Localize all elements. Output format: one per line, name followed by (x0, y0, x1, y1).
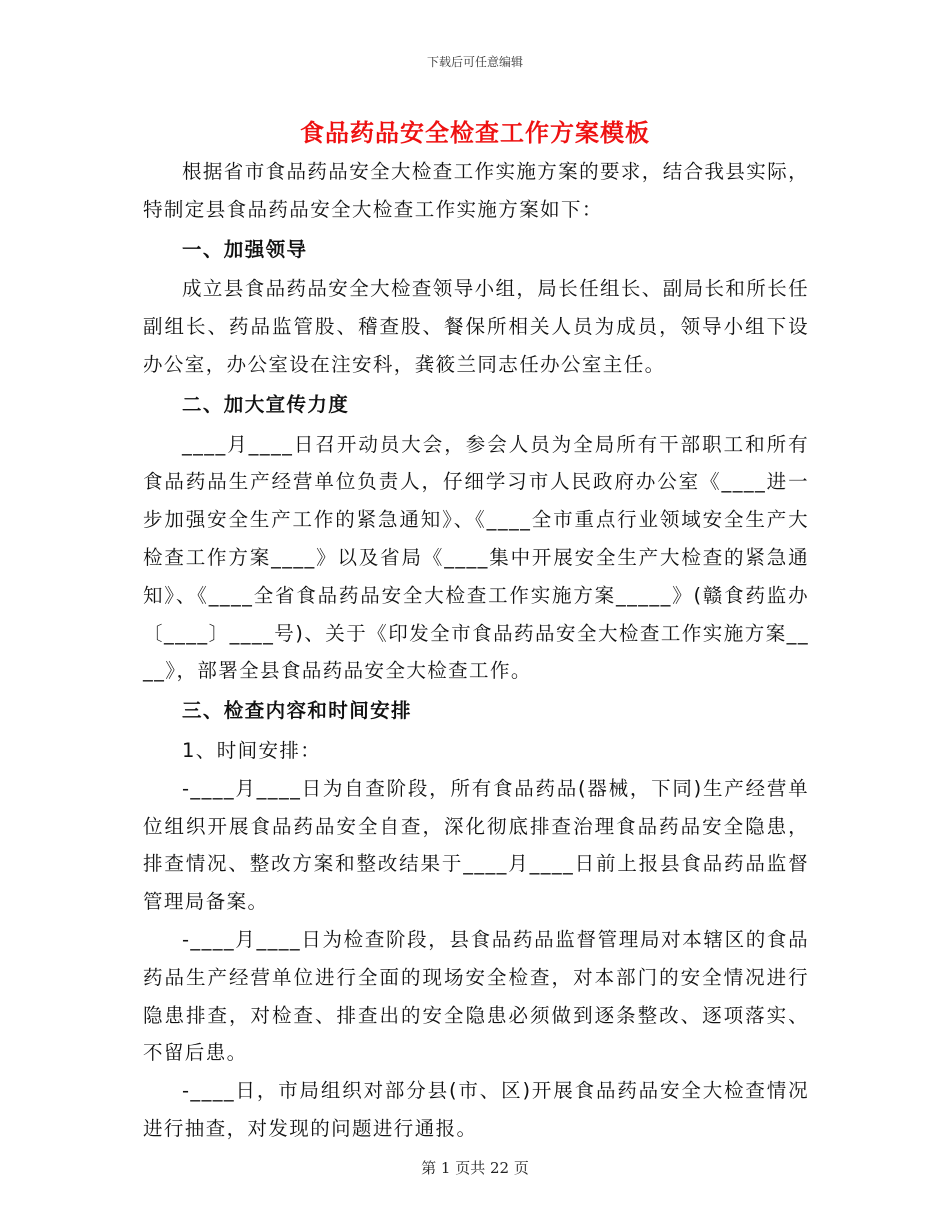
document-body (143, 153, 809, 1148)
publicity-paragraph: ____月____日召开动员大会，参会人员为全局所有干部职工和所有食品药品生产经营单位负责人，仔细学习市人民政府办公室《____进一步加强安全生产工作的紧急通知》、《____全市重点行业领域安全生产大检查工作方案____》以及省局《____集中开展安全生产大检查的紧急通知》、《____全省食品药品安全大检查工作实施方案_____》(赣食药监办〔____〕____号)、关于《印发全市食品药品安全大检查工作实施方案____》，部署全县食品药品安全大检查工作。 (143, 432, 809, 683)
schedule-subheading: 1、时间安排： (182, 738, 322, 762)
document-title: 食品药品安全检查工作方案模板 (300, 119, 650, 147)
section-heading-leadership: 一、加强领导 (182, 237, 308, 261)
intro-paragraph: 根据省市食品药品安全大检查工作实施方案的要求，结合我县实际，特制定县食品药品安全大检查工作实施方案如下： (143, 160, 810, 221)
page-header-note: 下载后可任意编辑 (426, 55, 523, 69)
page-number: 第 1 页共 22 页 (421, 1159, 529, 1177)
section-heading-publicity: 二、加大宣传力度 (182, 392, 350, 416)
section-heading-content-schedule: 三、检查内容和时间安排 (182, 699, 412, 723)
schedule-item-self-check: -____月____日为自查阶段，所有食品药品(器械，下同)生产经营单位组织开展食品药品安全自查，深化彻底排查治理食品药品安全隐患，排查情况、整改方案和整改结果于____月____日前上报县食品药品监督管理局备案。 (143, 776, 809, 914)
schedule-item-inspection: -____月____日为检查阶段，县食品药品监督管理局对本辖区的食品药品生产经营单位进行全面的现场安全检查，对本部门的安全情况进行隐患排查，对检查、排查出的安全隐患必须做到逐条整改、逐项落实、不留后患。 (143, 927, 809, 1065)
schedule-item-spot-check: -____日，市局组织对部分县(市、区)开展食品药品安全大检查情况进行抽查，对发现的问题进行通报。 (143, 1079, 809, 1140)
leadership-paragraph: 成立县食品药品安全大检查领导小组，局长任组长、副局长和所长任副组长、药品监管股、稽查股、餐保所相关人员为成员，领导小组下设办公室，办公室设在注安科，龚筱兰同志任办公室主任。 (143, 277, 810, 376)
